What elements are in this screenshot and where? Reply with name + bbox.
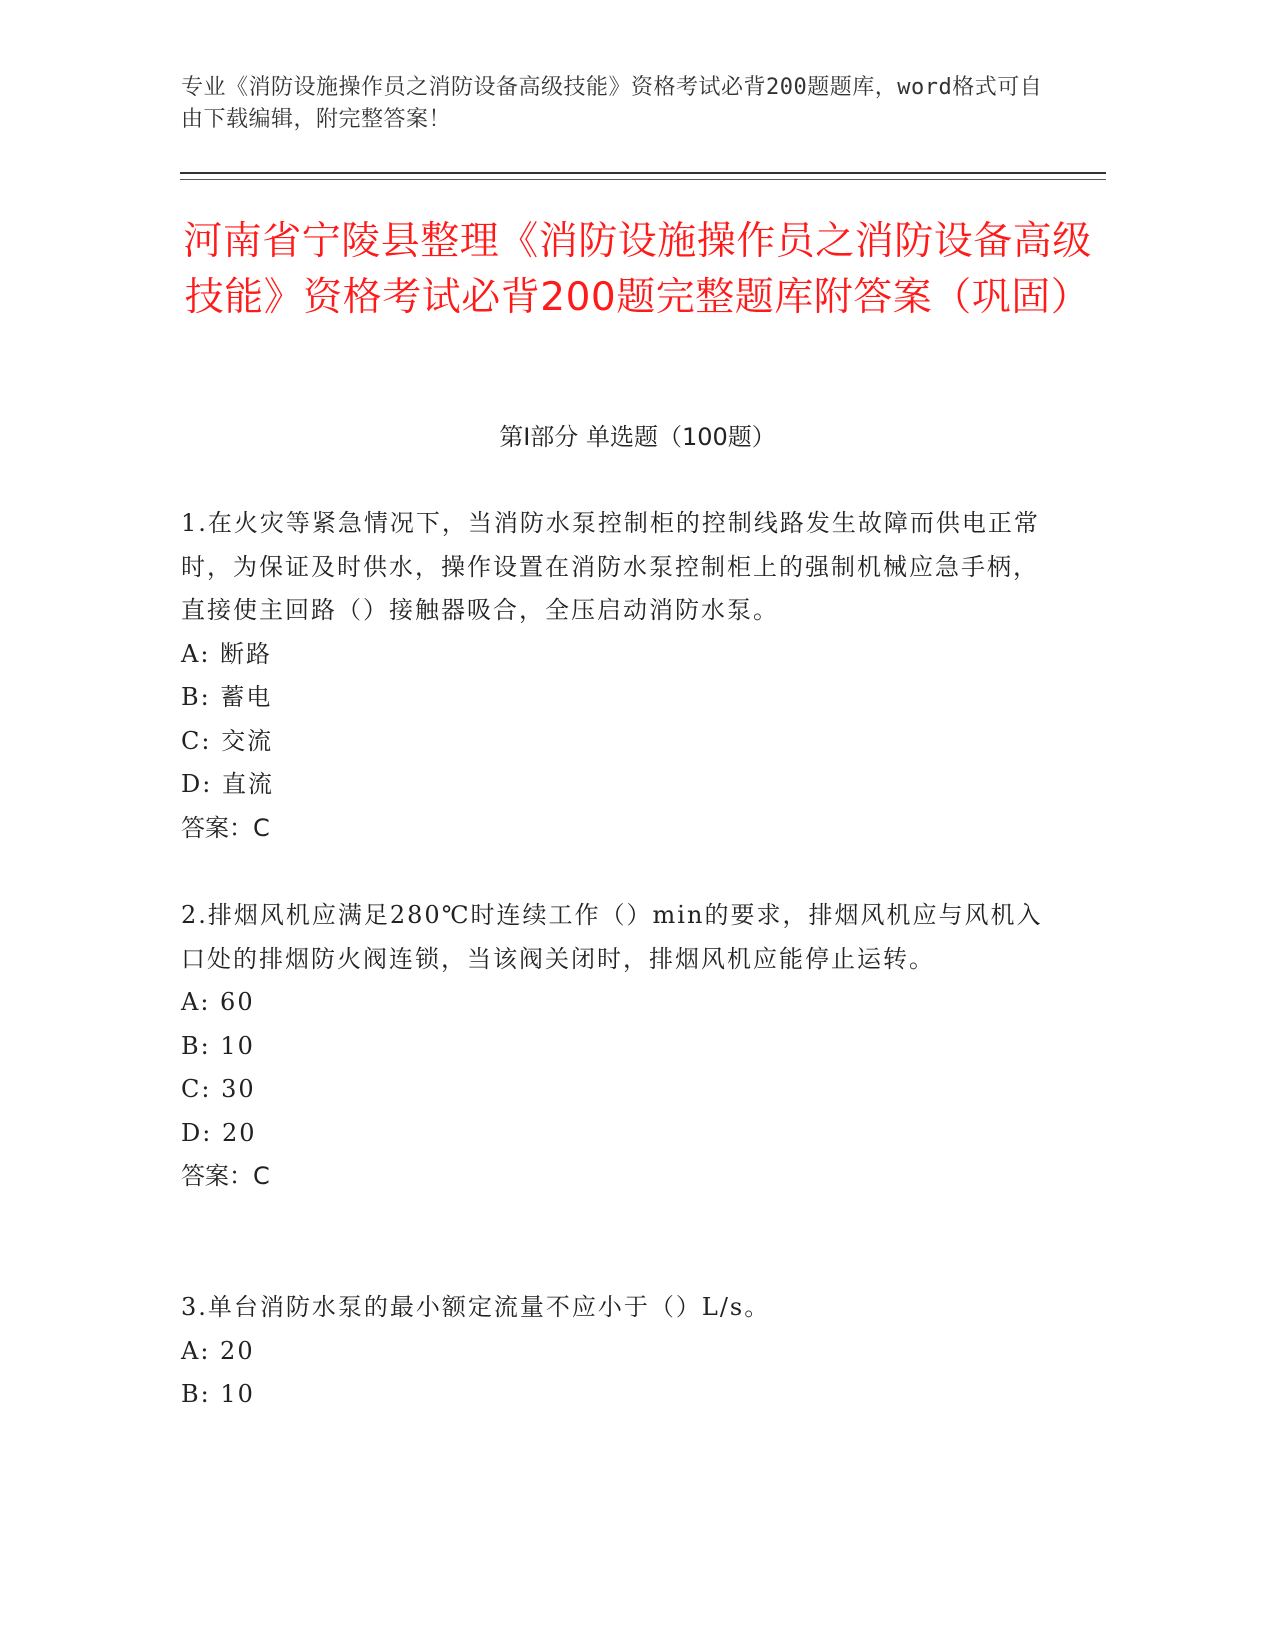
option-a: A: 断路	[181, 639, 273, 668]
header-rule-thick	[180, 172, 1106, 174]
answer: 答案：C	[181, 1162, 270, 1190]
question-1	[181, 502, 1061, 850]
question-stem: 3.单台消防水泵的最小额定流量不应小于（）L/s。	[181, 1293, 771, 1321]
question-stem: 2.排烟风机应满足280℃时连续工作（）min的要求，排烟风机应与风机入口处的排烟防火阀连锁，当该阀关闭时，排烟风机应能停止运转。	[181, 901, 1043, 973]
header-rule-thin	[180, 179, 1106, 180]
option-c: C: 30	[181, 1075, 256, 1103]
header-note: 专业《消防设施操作员之消防设备高级技能》资格考试必背200题题库，word格式可自由下载编辑，附完整答案！	[181, 75, 1043, 132]
option-a: A: 60	[181, 988, 255, 1016]
option-b: B: 10	[181, 1031, 255, 1060]
option-b: B: 蓄电	[181, 683, 273, 711]
answer: 答案：C	[181, 813, 270, 842]
option-b: B: 10	[181, 1380, 255, 1408]
question-3	[181, 1286, 1061, 1417]
option-d: D: 直流	[181, 770, 274, 798]
option-c: C: 交流	[181, 726, 274, 755]
document-title: 河南省宁陵县整理《消防设施操作员之消防设备高级技能》资格考试必背200题完整题库附答案（巩固）	[183, 219, 1092, 320]
option-a: A: 20	[181, 1336, 255, 1365]
question-stem: 1.在火灾等紧急情况下，当消防水泵控制柜的控制线路发生故障而供电正常时，为保证及时供水，操作设置在消防水泵控制柜上的强制机械应急手柄，直接使主回路（）接触器吸合，全压启动消防水泵。	[181, 509, 1040, 624]
section-heading: 第I部分 单选题（100题）	[499, 423, 776, 451]
option-d: D: 20	[181, 1118, 257, 1147]
question-2	[181, 894, 1061, 1199]
